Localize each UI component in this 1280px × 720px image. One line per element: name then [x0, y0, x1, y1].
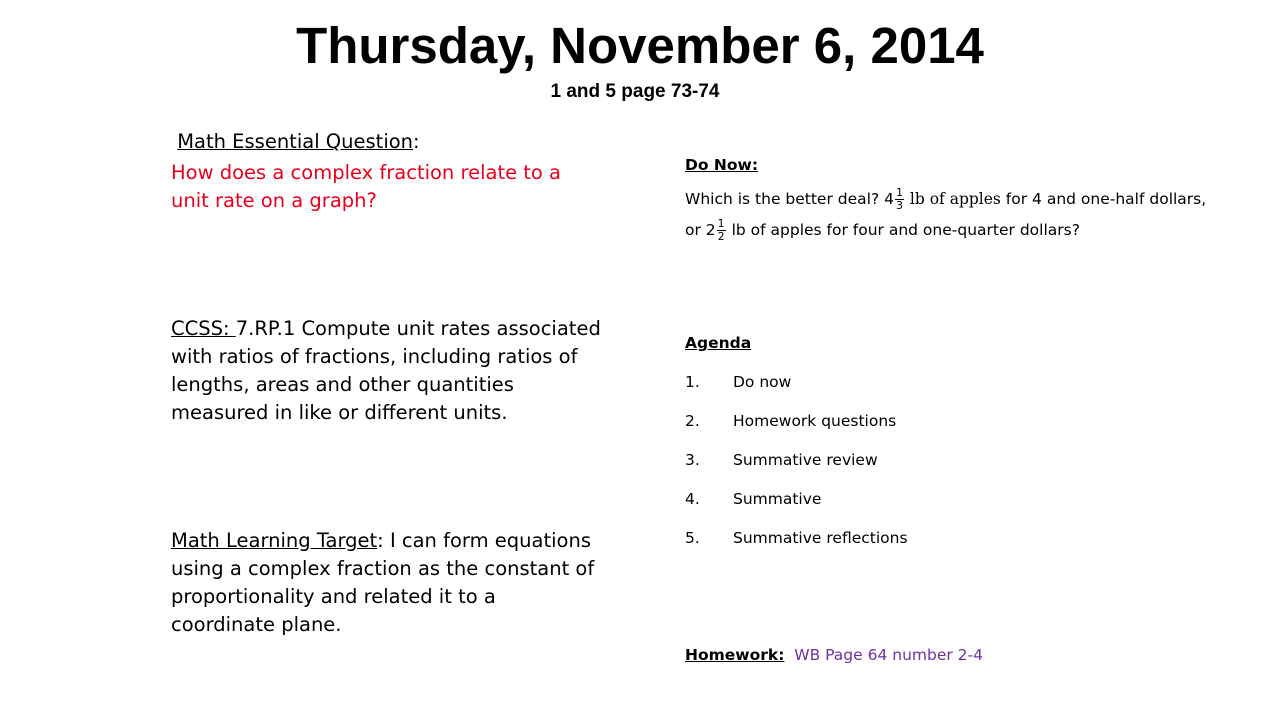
agenda-item	[685, 486, 1225, 525]
do-now-text-part3: for 4 and one-half dollars, or 2	[685, 190, 1207, 239]
fraction-denominator: 3	[895, 199, 903, 212]
do-now-text	[685, 184, 1225, 246]
page-subtitle: 1 and 5 page 73-74	[550, 81, 720, 102]
agenda-item-number: 5.	[685, 529, 700, 547]
do-now-text-part1: Which is the better deal? 4	[685, 190, 894, 208]
agenda-item-text: Homework questions	[733, 412, 897, 430]
agenda-item	[685, 369, 1225, 408]
fraction-one-half	[717, 218, 726, 243]
agenda-item-number: 4.	[685, 490, 700, 508]
essential-question-label: Math Essential Question	[177, 130, 414, 153]
essential-question-heading	[171, 128, 601, 156]
fraction-one-third	[895, 187, 904, 212]
do-now-heading	[685, 152, 1225, 178]
do-now-text-part2: lb of apples	[904, 190, 1001, 208]
fraction-numerator: 1	[895, 186, 903, 199]
agenda-item-number: 1.	[685, 373, 700, 391]
agenda-item-text: Summative reflections	[733, 529, 908, 547]
agenda-heading	[685, 330, 1225, 356]
ccss-standard	[171, 315, 601, 427]
agenda-item	[685, 447, 1225, 486]
page-title: Thursday, November 6, 2014	[296, 17, 984, 74]
learning-target-text: : I can form equations using a complex fraction as the constant of proportionality and related it to a coordinate plane.	[171, 529, 595, 636]
right-column	[685, 152, 1225, 668]
left-column	[171, 128, 601, 639]
agenda-item-text: Summative	[733, 490, 822, 508]
agenda-item-number: 2.	[685, 412, 700, 430]
agenda-list	[685, 369, 1225, 564]
fraction-numerator: 1	[717, 217, 725, 230]
agenda-item	[685, 408, 1225, 447]
ccss-text: 7.RP.1 Compute unit rates associated with ratios of fractions, including ratios of lengths, areas and other quantities measured in like or different units.	[171, 317, 601, 424]
learning-target	[171, 527, 601, 639]
learning-target-label: Math Learning Target	[171, 529, 378, 552]
essential-question-colon: :	[413, 130, 420, 153]
agenda-item	[685, 525, 1225, 564]
agenda-label: Agenda	[685, 334, 752, 352]
agenda-item-number: 3.	[685, 451, 700, 469]
essential-question-text: How does a complex fraction relate to a unit rate on a graph?	[171, 161, 562, 212]
do-now-text-part4: lb of apples for four and one-quarter dollars?	[726, 221, 1080, 239]
fraction-denominator: 2	[717, 230, 725, 243]
agenda-item-text: Do now	[733, 373, 792, 391]
homework-line	[685, 642, 1225, 668]
homework-label: Homework:	[685, 646, 785, 664]
homework-text: WB Page 64 number 2-4	[794, 646, 983, 664]
ccss-label: CCSS:	[171, 317, 236, 340]
do-now-label: Do Now:	[685, 156, 759, 174]
agenda-item-text: Summative review	[733, 451, 878, 469]
